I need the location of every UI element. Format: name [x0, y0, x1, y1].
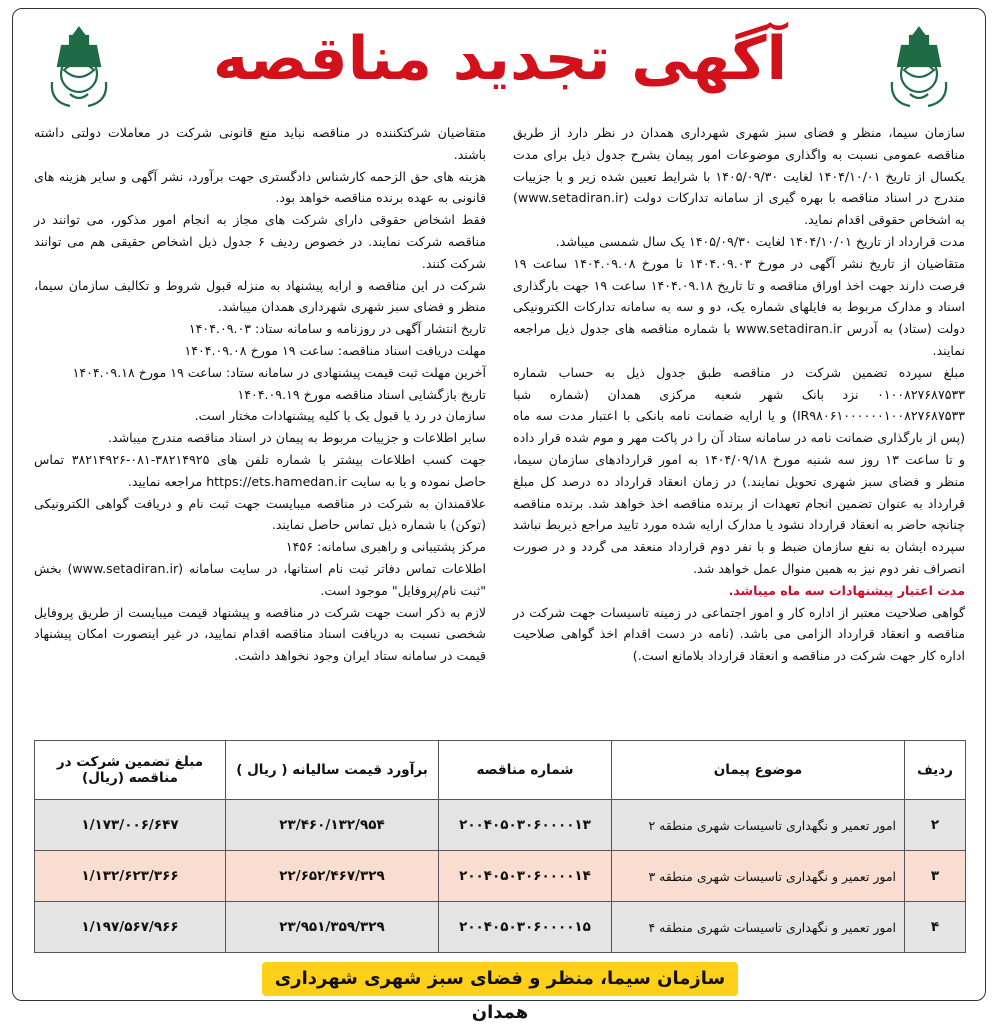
table-row	[35, 902, 966, 953]
right-column	[513, 122, 965, 667]
table-header: شماره مناقصه	[439, 741, 612, 800]
table-cell: ۱/۱۷۳/۰۰۶/۶۴۷	[35, 800, 226, 851]
paragraph: آخرین مهلت ثبت قیمت پیشنهادی در سامانه ستاد: ساعت ۱۹ مورخ ۱۴۰۴.۰۹.۱۸	[72, 364, 486, 380]
body-columns	[28, 122, 973, 727]
left-column	[34, 122, 486, 667]
paragraph: فقط اشخاص حقوقی دارای شرکت های مجاز به انجام امور مذکور، می توانند در مناقصه شرکت نمایند. در خصوص ردیف ۶ جدول ذیل اشخاص حقیقی هم می توانند شرکت کنند.	[34, 212, 487, 271]
table-cell: امور تعمیر و نگهداری تاسیسات شهری منطقه ۳	[612, 851, 905, 902]
paragraph: گواهی صلاحیت معتبر از اداره کار و امور اجتماعی در زمینه تاسیسات جهت شرکت در مناقصه و انعقاد قرارداد الزامی می باشد. (نامه در دست اقدام اخذ گواهی صلاحیت اداره کار جهت شرکت در مناقصه و انعقاد قرارداد بلامانع است.)	[513, 604, 965, 664]
table-cell: ۲۳/۹۵۱/۳۵۹/۳۲۹	[226, 902, 439, 953]
paragraph: تاریخ بازگشایی اسناد مناقصه مورخ ۱۴۰۴.۰۹.۱۹	[237, 386, 486, 402]
table-header: برآورد قیمت سالیانه ( ریال )	[226, 741, 439, 800]
table-cell: ۲۲/۶۵۲/۴۶۷/۳۲۹	[226, 851, 439, 902]
footer-banner: سازمان سیما، منظر و فضای سبز شهری شهرداری همدان	[262, 962, 738, 996]
paragraph: لازم به ذکر است جهت شرکت در مناقصه و پیشنهاد قیمت میبایست از طریق پروفایل شخصی نسبت به دریافت اسناد مناقصه اقدام نمایید، در غیر اینصورت امکان پیشنهاد قیمت در سامانه ستاد ایران وجود نخواهد داشت.	[34, 604, 486, 664]
paragraph: جهت کسب اطلاعات بیشتر با شماره تلفن های ۳۸۲۱۴۹۲۵-۰۸۱-۳۸۲۱۴۹۲۶ تماس حاصل نموده و یا به سایت https://ets.hamedan.ir مراجعه نمایید.	[34, 451, 486, 489]
table-header: ردیف	[905, 741, 966, 800]
table-row	[35, 851, 966, 902]
table-cell: ۳	[905, 851, 966, 902]
paragraph: علاقمندان به شرکت در مناقصه میبایست جهت ثبت نام و دریافت گواهی الکترونیکی (توکن) با شماره ذیل تماس حاصل نمایند.	[34, 495, 486, 533]
page-title: آگهی تجدید مناقصه	[212, 24, 788, 94]
validity-note: مدت اعتبار پیشنهادات سه ماه میباشد.	[728, 582, 965, 598]
table-header: مبلغ تضمین شرکت در مناقصه (ریال)	[35, 741, 226, 800]
table-cell: ۲	[905, 800, 966, 851]
paragraph: مرکز پشتیبانی و راهبری سامانه: ۱۴۵۶	[285, 539, 486, 555]
table-cell: ۲۳/۴۶۰/۱۳۲/۹۵۴	[226, 800, 439, 851]
municipality-logo-icon	[880, 22, 958, 112]
paragraph: متقاضیان شرکتکننده در مناقصه نباید منع قانونی شرکت در معاملات دولتی داشته باشند.	[34, 125, 486, 162]
paragraph: اطلاعات تماس دفاتر ثبت نام استانها، در سایت سامانه (www.setadiran.ir) بخش "ثبت نام/پروفایل" موجود است.	[34, 560, 486, 598]
table-cell: امور تعمیر و نگهداری تاسیسات شهری منطقه ۴	[612, 902, 905, 953]
paragraph: شرکت در این مناقصه و ارایه پیشنهاد به منزله قبول شروط و تکالیف سازمان سیما، منظر و فضای سبز شهری شهرداری همدان میباشد.	[34, 277, 486, 315]
table-cell: ۴	[905, 902, 966, 953]
paragraph: مهلت دریافت اسناد مناقصه: ساعت ۱۹ مورخ ۱۴۰۴.۰۹.۰۸	[184, 342, 486, 358]
paragraph: سایر اطلاعات و جزییات مربوط به پیمان در اسناد مناقصه مندرج میباشد.	[108, 430, 486, 446]
table-header: موضوع پیمان	[612, 741, 905, 800]
paragraph: مبلغ سپرده تضمین شرکت در مناقصه طبق جدول ذیل به حساب شماره ۰۱۰۰۸۲۷۶۸۷۵۳۳ نزد بانک شهر شعبه مرکزی همدان (شماره شبا IR۹۸۰۶۱۰۰۰۰۰۰۱۰۰۸۲۷۶۸۷۵۳۳) و یا ارایه ضمانت نامه بانکی با اعتبار مدت سه ماه (پس از بارگذاری ضمانت نامه در سامانه ستاد آن را در پاکت مهر و موم شده قرار داده و تا ساعت ۱۳ روز سه شنبه مورخ ۱۴۰۴/۰۹/۱۸ به امور قراردادهای سازمان سیما، منظر و فضای سبز شهری تحویل نمایند.) در زمان انعقاد قرارداد ده درصد کل مبلغ قرارداد به عنوان تضمین انجام تعهدات از برنده مناقصه اخذ خواهد شد. برنده مناقصه چنانچه حاضر به انعقاد قرارداد نشود یا مدارک ارایه شده مورد تایید مراجع ذیربط نباشد سپرده ایشان به نفع سازمان ضبط و با نفر دوم قرارداد منعقد می گردد و در صورت انصراف نفر دوم نیز به همین منوال عمل خواهد شد.	[513, 364, 965, 576]
table-cell: امور تعمیر و نگهداری تاسیسات شهری منطقه ۲	[612, 800, 905, 851]
table-cell: ۲۰۰۴۰۵۰۳۰۶۰۰۰۰۱۳	[439, 800, 612, 851]
paragraph: متقاضیان از تاریخ نشر آگهی در مورخ ۱۴۰۴.۰۹.۰۳ تا مورخ ۱۴۰۴.۰۹.۰۸ ساعت ۱۹ فرصت دارند جهت اخذ اوراق مناقصه و تا تاریخ ۱۴۰۴.۰۹.۱۸ ساعت ۱۹ جهت بارگذاری اسناد و مدارک مربوط به فایلهای شماره یک، دو و سه به سامانه تدارکات الکترونیکی دولت (ستاد) به آدرس www.setadiran.ir با شماره مناقصه های جدول ذیل مراجعه نمایند.	[513, 255, 965, 358]
paragraph: سازمان سیما، منظر و فضای سبز شهری شهرداری همدان در نظر دارد از طریق مناقصه عمومی نسبت به واگذاری موضوعات امور پیمان بشرح جدول ذیل برای مدت یکسال از تاریخ ۱۴۰۴/۱۰/۰۱ لغایت ۱۴۰۵/۰۹/۳۰ با شرایط تعیین شده زیر و با جزییات مندرج در اسناد مناقصه با بهره گیری از سامانه تدارکات دولت (www.setadiran.ir) به اشخاص حقوقی اقدام نماید.	[513, 125, 965, 228]
paragraph: هزینه های حق الزحمه کارشناس دادگستری جهت برآورد، نشر آگهی و سایر هزینه های قانونی به عهده برنده مناقصه خواهد بود.	[34, 168, 486, 206]
paragraph: تاریخ انتشار آگهی در روزنامه و سامانه ستاد: ۱۴۰۴.۰۹.۰۳	[188, 321, 486, 337]
paragraph: سازمان در رد یا قبول یک یا کلیه پیشنهادات مختار است.	[194, 408, 486, 424]
table-cell: ۱/۱۹۷/۵۶۷/۹۶۶	[35, 902, 226, 953]
tender-table	[34, 740, 966, 953]
table-cell: ۲۰۰۴۰۵۰۳۰۶۰۰۰۰۱۴	[439, 851, 612, 902]
header	[0, 0, 1000, 125]
table-header-row	[35, 741, 966, 800]
paragraph: مدت قرارداد از تاریخ ۱۴۰۴/۱۰/۰۱ لغایت ۱۴۰۵/۰۹/۳۰ یک سال شمسی میباشد.	[555, 233, 965, 249]
table-cell: ۱/۱۳۲/۶۲۳/۳۶۶	[35, 851, 226, 902]
table-row	[35, 800, 966, 851]
table-cell: ۲۰۰۴۰۵۰۳۰۶۰۰۰۰۱۵	[439, 902, 612, 953]
